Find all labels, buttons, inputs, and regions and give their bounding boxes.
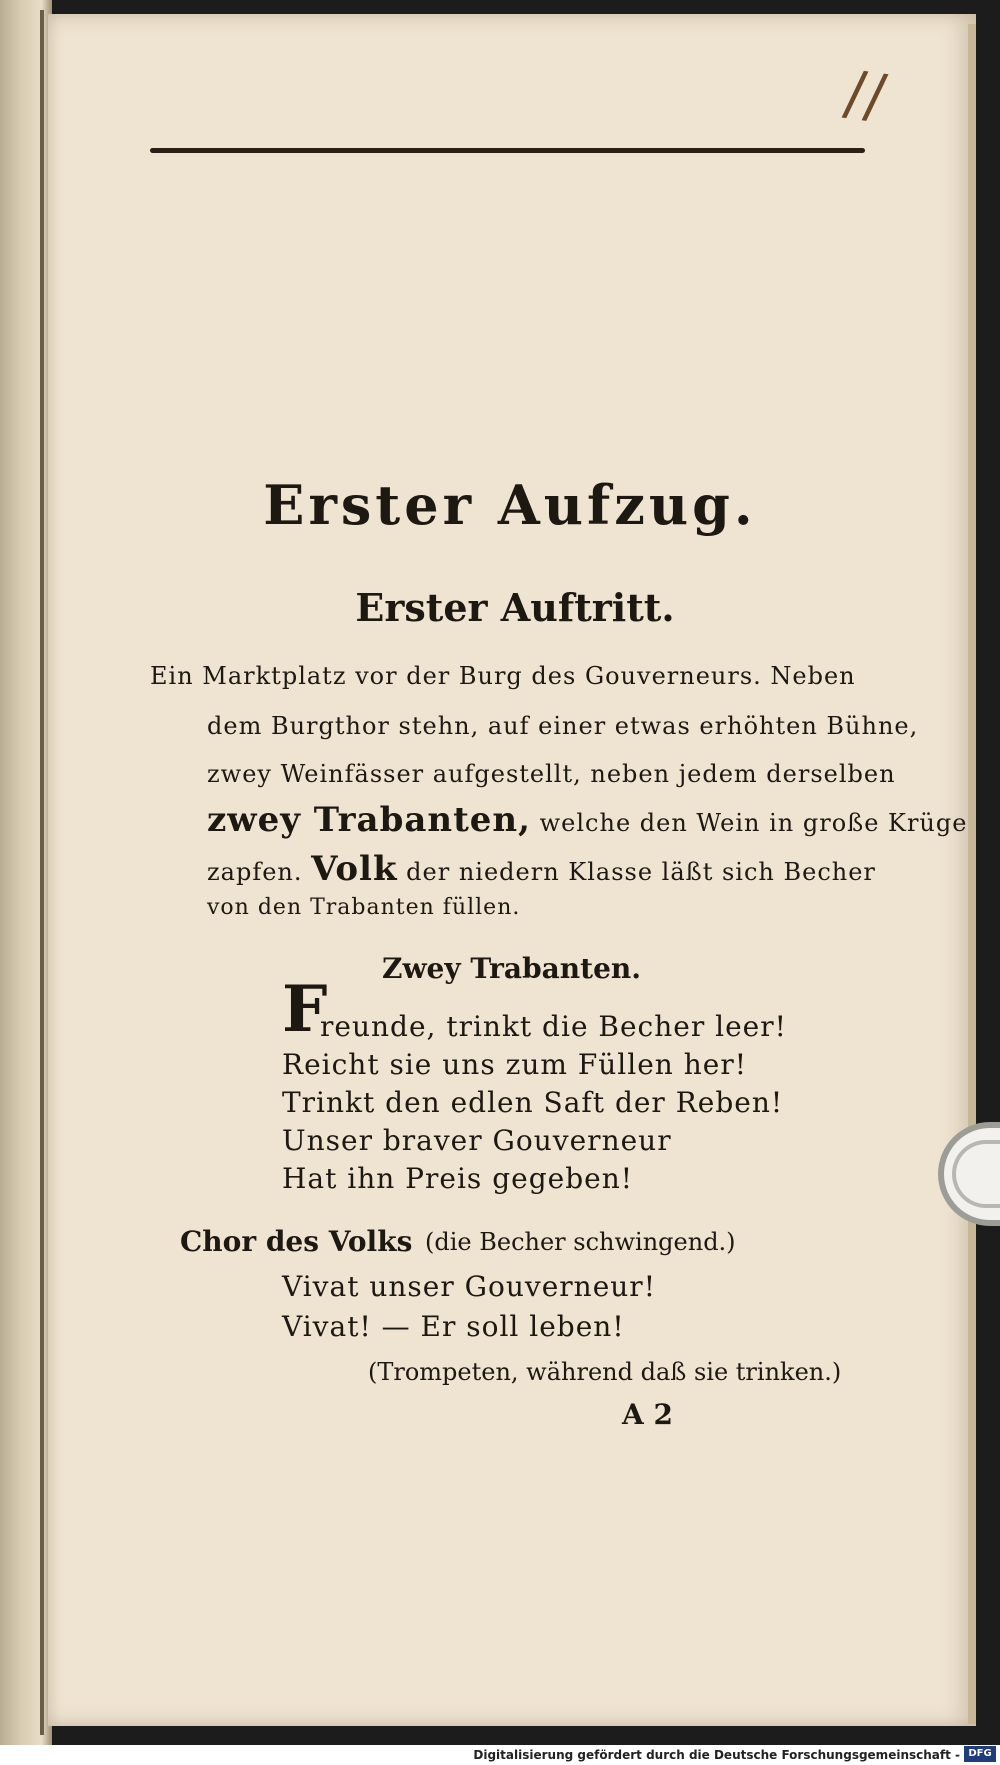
final-stage-direction: (Trompeten, während daß sie trinken.) bbox=[368, 1358, 842, 1386]
stage-direction-line-2: dem Burgthor stehn, auf einer etwas erhöhten Bühne, bbox=[207, 712, 919, 740]
stage-direction-line-5 bbox=[207, 849, 876, 889]
chorus-line-2: Vivat! — Er soll leben! bbox=[282, 1310, 625, 1343]
drop-cap: F bbox=[282, 972, 328, 1047]
footer-credit: Digitalisierung gefördert durch die Deutsche Forschungsgemeinschaft - bbox=[473, 1748, 960, 1762]
page-right-edge bbox=[968, 24, 976, 1724]
stage-direction-line-3: zwey Weinfässer aufgestellt, neben jedem derselben bbox=[207, 760, 896, 788]
stage-direction-line-5-start: zapfen. bbox=[207, 858, 312, 886]
chorus-direction: (die Becher schwingend.) bbox=[425, 1228, 736, 1256]
emphasis-volk: Volk bbox=[311, 849, 398, 889]
emphasis-trabanten: zwey Trabanten, bbox=[207, 800, 531, 840]
chorus-line-1: Vivat unser Gouverneur! bbox=[282, 1270, 656, 1303]
verse-line-2: Reicht sie uns zum Füllen her! bbox=[282, 1048, 747, 1081]
header-rule bbox=[150, 148, 865, 153]
verse-line-3: Trinkt den edlen Saft der Reben! bbox=[282, 1086, 784, 1119]
verse-line-5: Hat ihn Preis gegeben! bbox=[282, 1162, 633, 1195]
gutter-line bbox=[40, 10, 44, 1735]
stage-direction-line-4-rest: welche den Wein in große Krüge bbox=[531, 809, 968, 837]
verse-line-1: reunde, trinkt die Becher leer! bbox=[320, 1010, 787, 1043]
verse-line-4: Unser braver Gouverneur bbox=[282, 1124, 672, 1157]
stage-direction-line-4 bbox=[207, 800, 967, 840]
act-heading: Erster Aufzug. bbox=[263, 473, 757, 537]
dfg-logo: DFG bbox=[964, 1746, 996, 1762]
chorus-label: Chor des Volks bbox=[180, 1225, 413, 1258]
stage-direction-line-6: von den Trabanten füllen. bbox=[207, 895, 521, 920]
signature-mark: A 2 bbox=[622, 1398, 673, 1431]
stage-direction-line-5-rest: der niedern Klasse läßt sich Becher bbox=[397, 858, 876, 886]
pencil-mark: // bbox=[840, 57, 891, 133]
speaker-label: Zwey Trabanten. bbox=[382, 952, 641, 985]
stage-direction-line-1: Ein Marktplatz vor der Burg des Gouverneurs. Neben bbox=[150, 662, 856, 690]
scene-heading: Erster Auftritt. bbox=[355, 585, 675, 630]
book-left-edge bbox=[0, 0, 52, 1765]
